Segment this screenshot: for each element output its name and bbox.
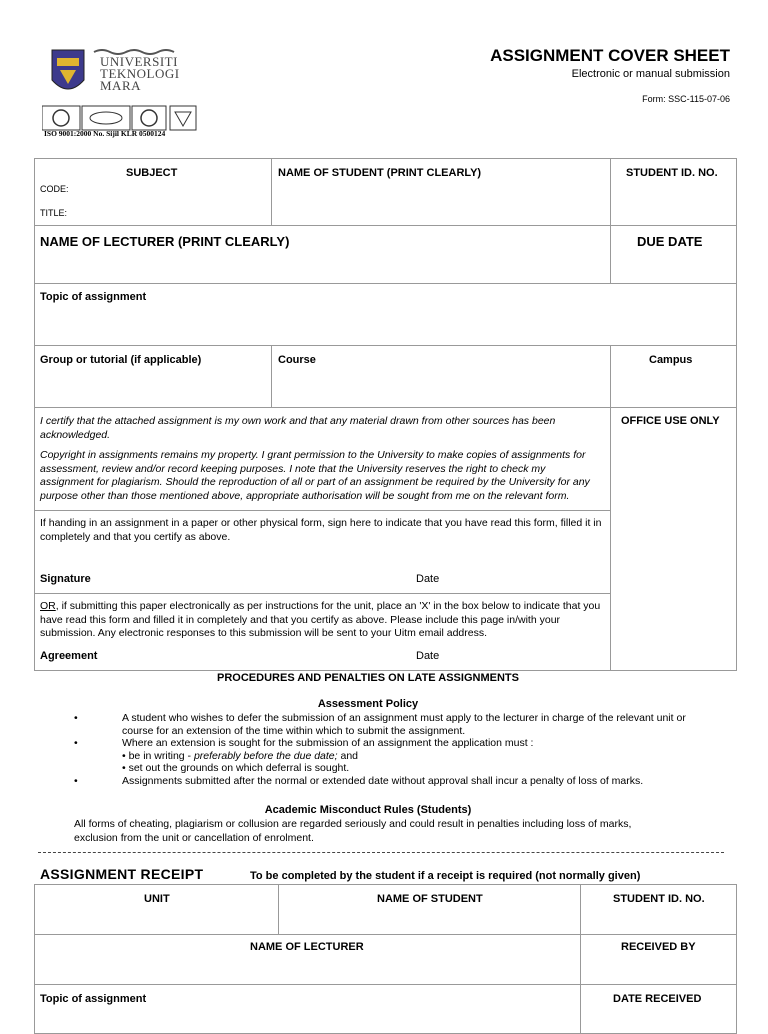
receipt-date-received-field[interactable]: [586, 1008, 732, 1024]
student-name-label: NAME OF STUDENT (PRINT CLEARLY): [278, 167, 482, 179]
assessment-policy-heading: Assessment Policy: [317, 698, 419, 710]
title-label: TITLE:: [40, 208, 68, 218]
student-id-label: STUDENT ID. NO.: [626, 167, 718, 179]
receipt-unit-field[interactable]: [40, 908, 272, 930]
receipt-student-id-label: STUDENT ID. NO.: [613, 893, 705, 905]
topic-label: Topic of assignment: [40, 291, 147, 303]
list-item: • Where an extension is sought for the submission of an assignment the application must : • be in writing - preferably before the due date; and • set out the grounds on which deferral is sought.: [74, 737, 694, 775]
agreement-label: Agreement: [40, 650, 98, 662]
signature-field[interactable]: [110, 568, 400, 588]
page-subtitle: Electronic or manual submission: [571, 68, 730, 80]
agreement-field[interactable]: [110, 646, 400, 666]
signature-date-label: Date: [416, 573, 440, 585]
receipt-date-received-label: DATE RECEIVED: [613, 993, 702, 1005]
receipt-student-name-field[interactable]: [284, 908, 576, 930]
page-title: ASSIGNMENT COVER SHEET: [490, 46, 730, 65]
university-wordmark: UNIVERSITI TEKNOLOGI MARA: [100, 54, 180, 93]
group-label: Group or tutorial (if applicable): [40, 354, 202, 366]
due-date-field[interactable]: [614, 252, 732, 280]
receipt-note: To be completed by the student if a receipt is required (not normally given): [250, 870, 641, 882]
sub-item: • be in writing - preferably before the due date; and: [122, 749, 358, 762]
misconduct-heading: Academic Misconduct Rules (Students): [264, 804, 472, 816]
receipt-topic-label: Topic of assignment: [40, 993, 147, 1005]
receipt-received-by-field[interactable]: [586, 956, 732, 980]
course-label: Course: [278, 354, 316, 366]
signature-label: Signature: [40, 573, 91, 585]
receipt-unit-label: UNIT: [144, 893, 170, 905]
receipt-student-id-field[interactable]: [586, 908, 732, 930]
or-word: OR: [40, 600, 56, 612]
lecturer-name-label: NAME OF LECTURER (PRINT CLEARLY): [40, 234, 290, 249]
receipt-topic-field[interactable]: [40, 1008, 576, 1024]
electronic-instructions: , if submitting this paper electronically as per instructions for the unit, place an 'X' in the box below to indicate that you have read this form and filled it in completely and that you certify as above. Please include this page in/with your submission. Any electronic responses to this submission will be sent to your Uitm email address.: [40, 600, 601, 639]
office-use-label: OFFICE USE ONLY: [621, 415, 720, 427]
receipt-title: ASSIGNMENT RECEIPT: [40, 866, 204, 882]
agreement-date-field[interactable]: [446, 646, 602, 666]
lecturer-name-field[interactable]: [40, 252, 606, 280]
receipt-lecturer-label: NAME OF LECTURER: [250, 941, 364, 953]
form-number: Form: SSC-115-07-06: [642, 94, 730, 104]
list-item: • Assignments submitted after the normal or extended date without approval shall incur a penalty of loss of marks.: [74, 774, 644, 787]
code-label: CODE:: [40, 184, 69, 194]
paper-submission-text: If handing in an assignment in a paper or other physical form, sign here to indicate that you have read this form, filled it in completely and that you certify as above.: [40, 517, 602, 543]
subject-label: SUBJECT: [126, 167, 178, 179]
student-name-field[interactable]: [276, 182, 606, 222]
policy-list: [74, 712, 694, 787]
certify-statement: I certify that the attached assignment is my own work and that any material drawn from other sources has been acknowledged.: [40, 415, 556, 441]
group-field[interactable]: [40, 370, 266, 404]
signature-date-field[interactable]: [446, 568, 602, 588]
student-id-field[interactable]: [614, 182, 732, 222]
agreement-date-label: Date: [416, 650, 440, 662]
due-date-label: DUE DATE: [637, 234, 703, 249]
copyright-statement: Copyright in assignments remains my property. I grant permission to the University to make copies of assignments for assessment, review and/or record keeping purposes. I note that the University reserves the right to check my assignment for plagiarism. Should the reproduction of all or part of an assignment be required by the University for any purpose other than those mentioned above, appropriate authorisation will be sought from me on the relevant form.: [40, 449, 590, 502]
sub-item: • set out the grounds on which deferral is sought.: [122, 762, 350, 774]
campus-field[interactable]: [614, 370, 732, 404]
subject-code-field[interactable]: [40, 194, 266, 206]
iso-caption: ISO 9001:2000 No. Sijil KLR 0500124: [44, 129, 166, 138]
receipt-received-by-label: RECEIVED BY: [621, 941, 696, 953]
course-field[interactable]: [276, 370, 606, 404]
receipt-lecturer-field[interactable]: [40, 956, 576, 980]
receipt-student-name-label: NAME OF STUDENT: [377, 893, 483, 905]
electronic-submission-text: [40, 600, 606, 641]
subject-title-field[interactable]: [40, 210, 266, 222]
cut-line: [38, 852, 724, 853]
topic-field[interactable]: [40, 306, 732, 342]
campus-label: Campus: [649, 354, 693, 366]
penalties-heading: PROCEDURES AND PENALTIES ON LATE ASSIGNMENTS: [217, 672, 519, 684]
misconduct-text: All forms of cheating, plagiarism or collusion are regarded seriously and could result in penalties including loss of marks, exclusion from the unit or cancellation of enrolment.: [74, 818, 632, 844]
list-item: • A student who wishes to defer the submission of an assignment must apply to the lecturer in charge of the relevant unit or course for an extension of the time within which to submit the assignment.: [74, 712, 686, 737]
